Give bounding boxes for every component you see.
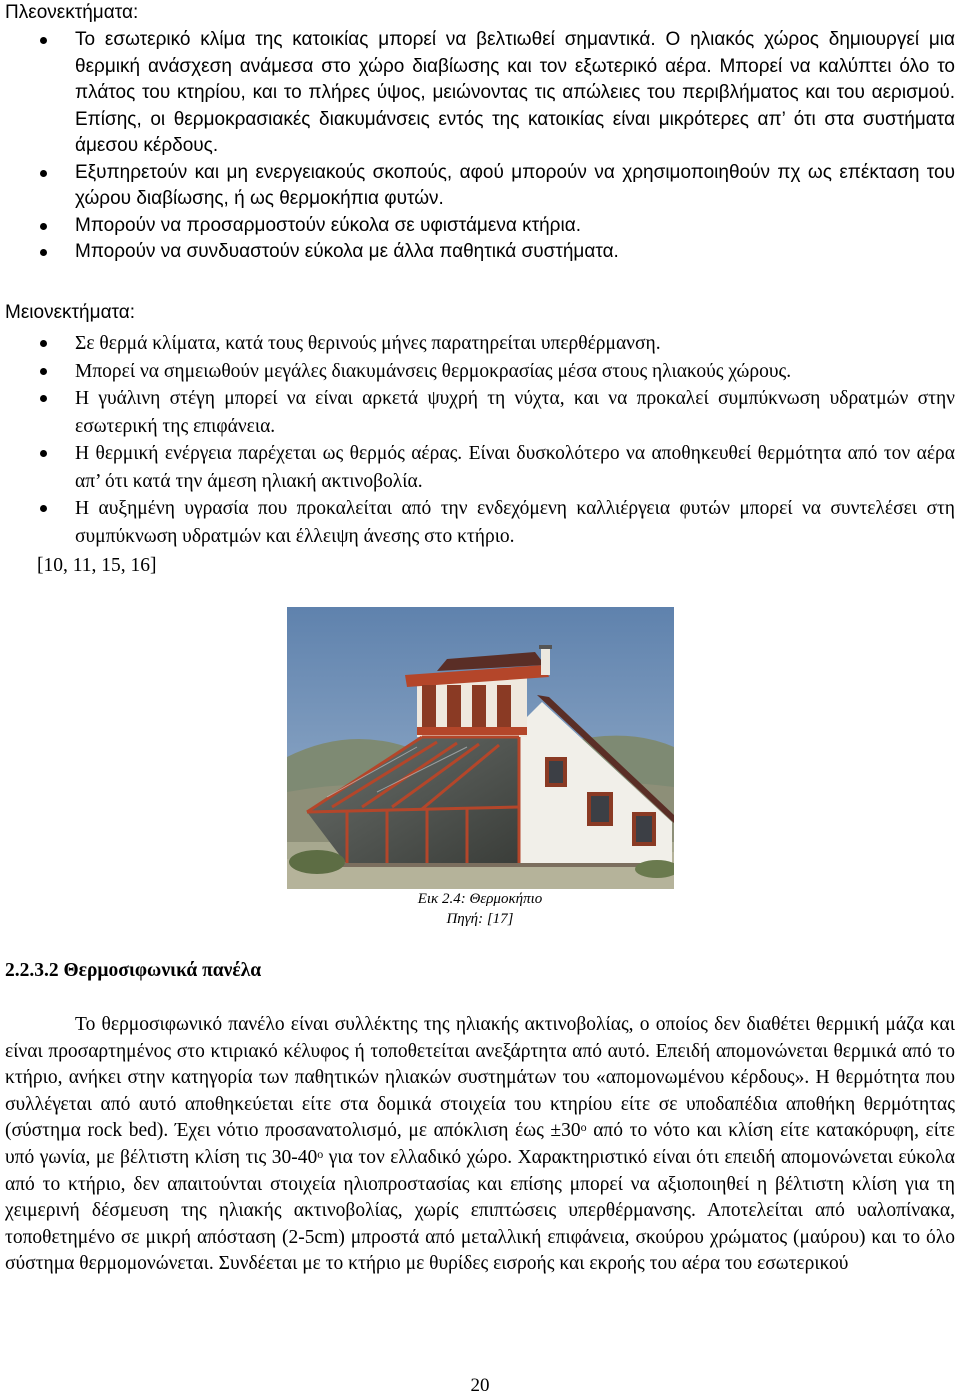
- figure-caption: Εικ 2.4: Θερμοκήπιο: [417, 891, 543, 907]
- paragraph-text: από το νότο και κλίση είτε κατακόρυφη, είτε υπό γωνία, με βέλτιστη κλίση τις 30-40: [5, 1120, 955, 1168]
- paragraph-text: Το θερμοσιφωνικό πανέλο είναι συλλέκτης της ηλιακής ακτινοβολίας, ο οποίος δεν διαθέτει θερμική μάζα και είναι προσαρτημένος στο κτιριακό κέλυφος ή τοποθετείται ανεξάρτητα από αυτό. Επειδή απομονώνεται θερμικά από το κτήριο, ανήκει στην κατηγορία των παθητικών ηλιακών συστημάτων του «απομονωμένου κέρδους». Η θερμότητα που συλλέγεται από αυτό αποθηκεύεται είτε στα δομικά στοιχεία του κτηρίου είτε σε υποδαπέδια αποθήκη θερμότητας (σύστημα rock bed). Έχει νότιο προσανατολισμό, με απόκλιση έως ±30: [5, 1014, 955, 1142]
- greenhouse-photo: [287, 607, 674, 889]
- figure-source: Πηγή: [17]: [446, 911, 514, 927]
- disadvantages-list: [0, 330, 960, 550]
- paragraph-text: για τον ελλαδικό χώρο. Χαρακτηριστικό είναι ότι επειδή απομονώνεται εύκολα από το κτήριο, δεν απαιτούνται στοιχεία ηλιοπροστασίας και επίσης μπορεί να αξιοποιηθεί η βέλτιστη κλίση για τη χειμερινή δέσμευση της ηλιακής ακτινοβολίας, χωρίς επιπτώσεις υπερθέρμανσης. Αποτελείται από υαλοπίνακα, τοποθετημένο σε μικρή απόσταση (2-5cm) μπροστά από μεταλλική επιφάνεια, σκούρου χρώματος (μαύρου) και το όλο σύστημα θερμομονώνεται. Συνδέεται με το κτήριο με θυρίδες εισροής και εκροής του αέρα του εσωτερικού: [5, 1146, 955, 1275]
- degree-superscript: ο: [317, 1146, 324, 1161]
- list-item: Η αυξημένη υγρασία που προκαλείται από την ενδεχόμενη καλλιέργεια φυτών μπορεί να συντελέσει στη συμπύκνωση υδρατμών και έλλειψη άνεσης στο κτήριο.: [0, 495, 960, 550]
- list-item: Μπορούν να συνδυαστούν εύκολα με άλλα παθητικά συστήματα.: [0, 239, 960, 266]
- disadvantages-heading: Μειονεκτήματα:: [5, 302, 136, 323]
- page-number: 20: [470, 1375, 490, 1396]
- list-item: Η γυάλινη στέγη μπορεί να είναι αρκετά ψυχρή τη νύχτα, και να προκαλεί συμπύκνωση υδρατμών στην εσωτερική της επιφάνεια.: [0, 385, 960, 440]
- list-item: Το εσωτερικό κλίμα της κατοικίας μπορεί να βελτιωθεί σημαντικά. Ο ηλιακός χώρος δημιουργεί μια θερμική ανάσχεση ανάμεσα στο χώρο διαβίωσης και τον εξωτερικό αέρα. Μπορεί να καλύπτει όλο το πλάτος του κτηρίου, και το πλήρες ύψος, μειώνοντας τις απώλειες του περιβλήματος και του αερισμού. Επίσης, οι θερμοκρασιακές διακυμάνσεις εντός της κατοικίας είναι μικρότερες απ’ ότι στα συστήματα άμεσου κέρδους.: [0, 27, 960, 160]
- section-title: 2.2.3.2 Θερμοσιφωνικά πανέλα: [5, 960, 262, 981]
- list-item: Η θερμική ενέργεια παρέχεται ως θερμός αέρας. Είναι δυσκολότερο να αποθηκευθεί θερμότητα από τον αέρα απ’ ότι κατά την άμεση ηλιακή ακτινοβολία.: [0, 440, 960, 495]
- degree-superscript: ο: [580, 1120, 587, 1135]
- advantages-list: [0, 27, 960, 266]
- advantages-heading: Πλεονεκτήματα:: [5, 2, 139, 23]
- list-item: Σε θερμά κλίματα, κατά τους θερινούς μήνες παρατηρείται υπερθέρμανση.: [0, 330, 960, 358]
- list-item: Εξυπηρετούν και μη ενεργειακούς σκοπούς, αφού μπορούν να χρησιμοποιηθούν πχ ως επέκταση του χώρου διαβίωσης, ή ως θερμοκήπια φυτών.: [0, 160, 960, 213]
- section-paragraph: [5, 1012, 955, 1278]
- references: [10, 11, 15, 16]: [37, 555, 157, 576]
- list-item: Μπορούν να προσαρμοστούν εύκολα σε υφιστάμενα κτήρια.: [0, 213, 960, 240]
- list-item: Μπορεί να σημειωθούν μεγάλες διακυμάνσεις θερμοκρασίας μέσα στους ηλιακούς χώρους.: [0, 358, 960, 386]
